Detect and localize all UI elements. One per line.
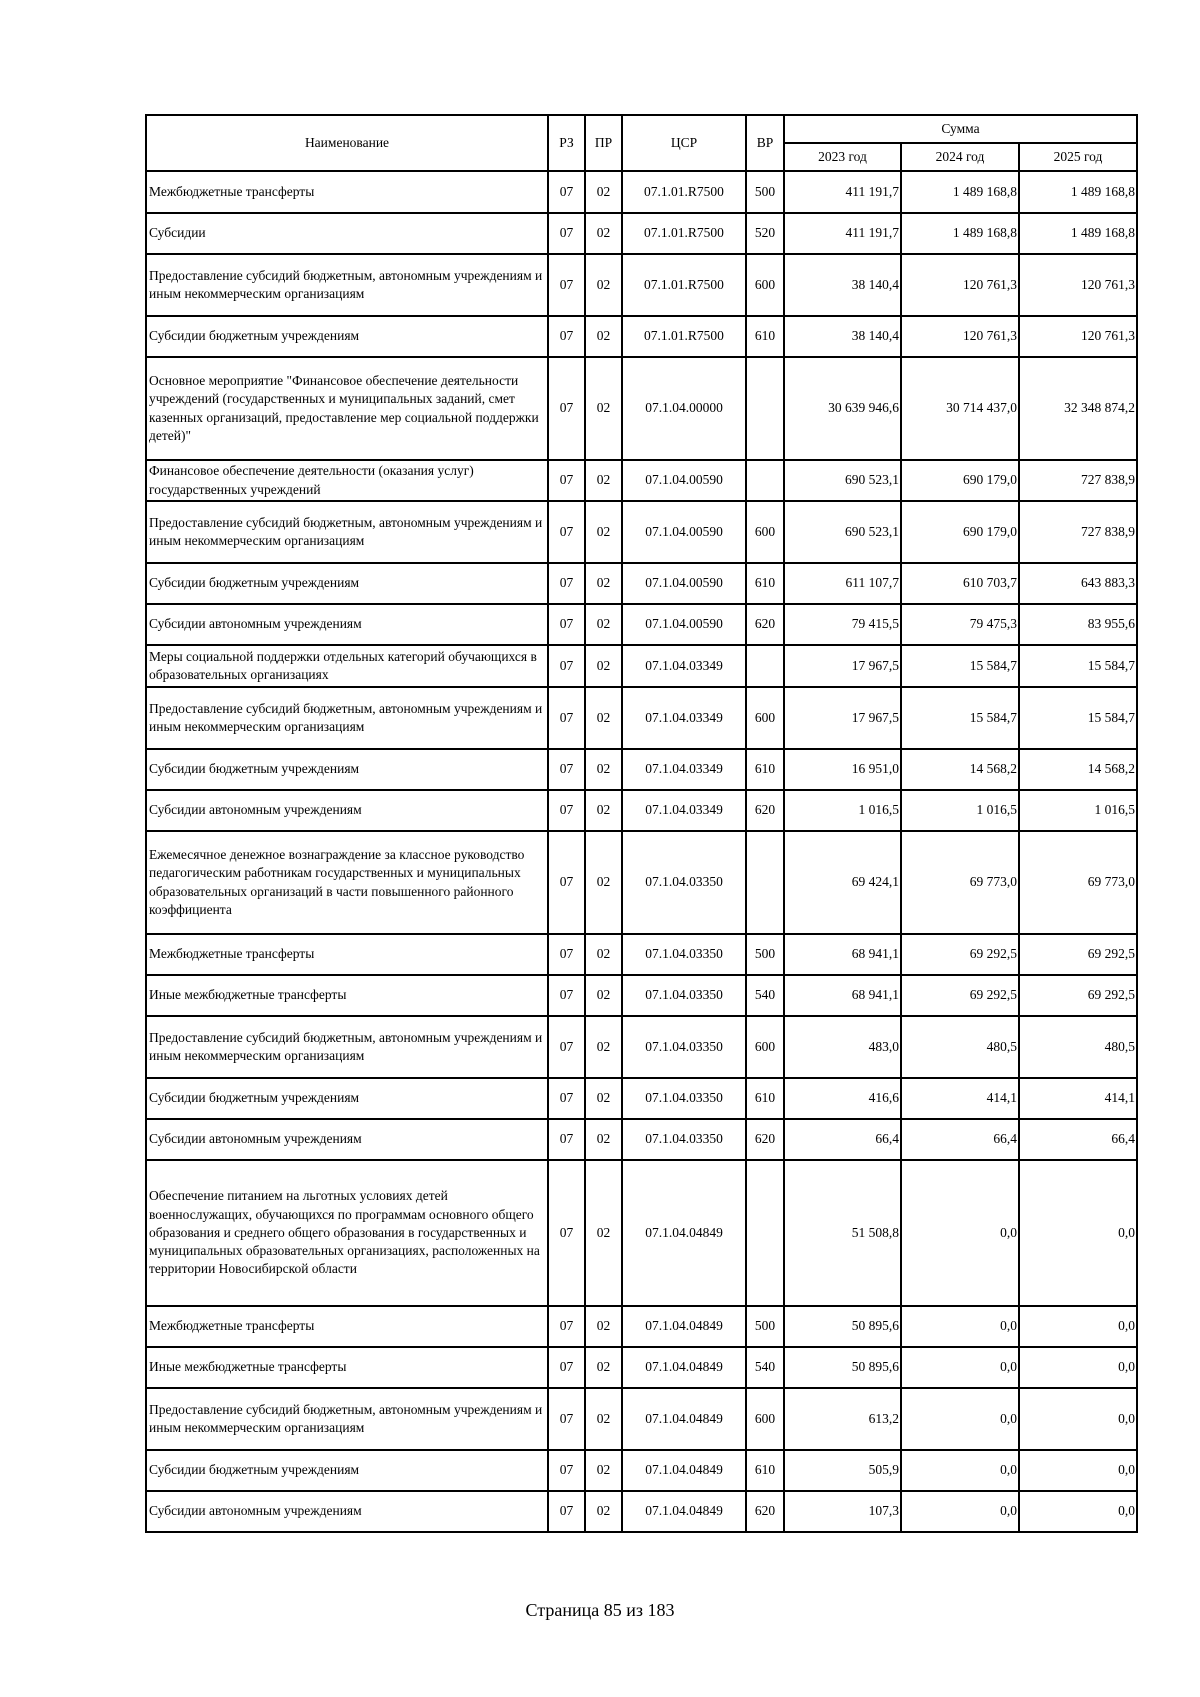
cell-name: Субсидии бюджетным учреждениям [146, 563, 548, 604]
table-row [146, 1306, 1137, 1347]
cell-vr: 600 [746, 254, 784, 316]
cell-name: Межбюджетные трансферты [146, 171, 548, 213]
cell-csr: 07.1.04.03349 [622, 645, 746, 687]
table-row [146, 1119, 1137, 1160]
cell-sum-2025: 1 016,5 [1019, 790, 1137, 831]
table-row [146, 749, 1137, 790]
cell-rz: 07 [548, 357, 585, 460]
cell-sum-2024: 610 703,7 [901, 563, 1019, 604]
table-body [146, 171, 1137, 1532]
header-year-2025: 2025 год [1019, 143, 1137, 171]
cell-vr [746, 357, 784, 460]
cell-pr: 02 [585, 213, 622, 254]
cell-rz: 07 [548, 1078, 585, 1119]
cell-pr: 02 [585, 1491, 622, 1532]
cell-vr [746, 645, 784, 687]
cell-sum-2024: 0,0 [901, 1347, 1019, 1388]
cell-sum-2023: 483,0 [784, 1016, 901, 1078]
cell-sum-2024: 0,0 [901, 1388, 1019, 1450]
cell-sum-2024: 690 179,0 [901, 460, 1019, 501]
cell-sum-2025: 0,0 [1019, 1160, 1137, 1306]
cell-name: Иные межбюджетные трансферты [146, 975, 548, 1016]
cell-sum-2023: 107,3 [784, 1491, 901, 1532]
cell-csr: 07.1.04.03350 [622, 1078, 746, 1119]
cell-pr: 02 [585, 254, 622, 316]
cell-name: Субсидии автономным учреждениям [146, 1119, 548, 1160]
table-row [146, 1016, 1137, 1078]
cell-sum-2025: 83 955,6 [1019, 604, 1137, 645]
cell-pr: 02 [585, 1160, 622, 1306]
cell-csr: 07.1.04.03350 [622, 831, 746, 934]
cell-vr: 600 [746, 501, 784, 563]
cell-csr: 07.1.01.R7500 [622, 254, 746, 316]
table-row [146, 934, 1137, 975]
cell-pr: 02 [585, 1347, 622, 1388]
cell-pr: 02 [585, 645, 622, 687]
cell-vr: 620 [746, 1491, 784, 1532]
cell-vr: 610 [746, 316, 784, 357]
table-row [146, 1388, 1137, 1450]
cell-csr: 07.1.01.R7500 [622, 316, 746, 357]
cell-rz: 07 [548, 563, 585, 604]
cell-sum-2024: 69 773,0 [901, 831, 1019, 934]
cell-sum-2025: 643 883,3 [1019, 563, 1137, 604]
cell-vr [746, 1160, 784, 1306]
cell-pr: 02 [585, 1078, 622, 1119]
cell-rz: 07 [548, 645, 585, 687]
cell-name: Меры социальной поддержки отдельных категорий обучающихся в образовательных организациях [146, 645, 548, 687]
cell-name: Основное мероприятие "Финансовое обеспечение деятельности учреждений (государственных и муниципальных заданий, смет казенных организаций, предоставление мер социальной поддержки детей)" [146, 357, 548, 460]
cell-sum-2025: 120 761,3 [1019, 254, 1137, 316]
header-vr: ВР [746, 115, 784, 171]
cell-name: Субсидии автономным учреждениям [146, 1491, 548, 1532]
cell-sum-2025: 0,0 [1019, 1450, 1137, 1491]
cell-csr: 07.1.04.00590 [622, 460, 746, 501]
table-row [146, 1450, 1137, 1491]
table-row [146, 254, 1137, 316]
cell-sum-2024: 480,5 [901, 1016, 1019, 1078]
cell-pr: 02 [585, 1450, 622, 1491]
cell-sum-2023: 690 523,1 [784, 460, 901, 501]
cell-sum-2023: 51 508,8 [784, 1160, 901, 1306]
cell-name: Ежемесячное денежное вознаграждение за классное руководство педагогическим работникам государственных и муниципальных образовательных организаций в части повышенного районного коэффициента [146, 831, 548, 934]
cell-sum-2023: 38 140,4 [784, 254, 901, 316]
cell-sum-2025: 0,0 [1019, 1388, 1137, 1450]
cell-vr: 610 [746, 563, 784, 604]
cell-sum-2024: 69 292,5 [901, 934, 1019, 975]
cell-sum-2023: 17 967,5 [784, 645, 901, 687]
cell-name: Предоставление субсидий бюджетным, автономным учреждениям и иным некоммерческим организациям [146, 254, 548, 316]
table-row [146, 501, 1137, 563]
cell-vr: 620 [746, 1119, 784, 1160]
cell-csr: 07.1.01.R7500 [622, 171, 746, 213]
header-name: Наименование [146, 115, 548, 171]
header-pr: ПР [585, 115, 622, 171]
cell-rz: 07 [548, 1347, 585, 1388]
cell-sum-2025: 480,5 [1019, 1016, 1137, 1078]
cell-sum-2025: 32 348 874,2 [1019, 357, 1137, 460]
cell-csr: 07.1.04.00590 [622, 563, 746, 604]
cell-sum-2024: 414,1 [901, 1078, 1019, 1119]
cell-name: Субсидии бюджетным учреждениям [146, 749, 548, 790]
cell-csr: 07.1.04.00000 [622, 357, 746, 460]
cell-sum-2024: 120 761,3 [901, 316, 1019, 357]
cell-name: Субсидии [146, 213, 548, 254]
cell-csr: 07.1.01.R7500 [622, 213, 746, 254]
cell-sum-2024: 0,0 [901, 1306, 1019, 1347]
cell-vr: 500 [746, 934, 784, 975]
cell-rz: 07 [548, 1160, 585, 1306]
cell-name: Межбюджетные трансферты [146, 934, 548, 975]
cell-name: Межбюджетные трансферты [146, 1306, 548, 1347]
table-row [146, 790, 1137, 831]
cell-sum-2023: 66,4 [784, 1119, 901, 1160]
cell-sum-2023: 68 941,1 [784, 975, 901, 1016]
cell-sum-2023: 611 107,7 [784, 563, 901, 604]
table-row [146, 1347, 1137, 1388]
cell-vr: 620 [746, 604, 784, 645]
cell-pr: 02 [585, 171, 622, 213]
cell-sum-2024: 79 475,3 [901, 604, 1019, 645]
cell-rz: 07 [548, 213, 585, 254]
table-row [146, 460, 1137, 501]
cell-vr: 540 [746, 1347, 784, 1388]
cell-sum-2023: 690 523,1 [784, 501, 901, 563]
cell-sum-2024: 1 489 168,8 [901, 171, 1019, 213]
cell-rz: 07 [548, 254, 585, 316]
cell-rz: 07 [548, 604, 585, 645]
cell-rz: 07 [548, 1306, 585, 1347]
table-row [146, 171, 1137, 213]
cell-vr: 610 [746, 1078, 784, 1119]
cell-name: Субсидии бюджетным учреждениям [146, 316, 548, 357]
cell-name: Субсидии бюджетным учреждениям [146, 1078, 548, 1119]
table-row [146, 1491, 1137, 1532]
cell-sum-2025: 0,0 [1019, 1491, 1137, 1532]
cell-sum-2024: 1 489 168,8 [901, 213, 1019, 254]
table-row [146, 213, 1137, 254]
cell-pr: 02 [585, 934, 622, 975]
cell-sum-2023: 79 415,5 [784, 604, 901, 645]
cell-csr: 07.1.04.04849 [622, 1491, 746, 1532]
cell-rz: 07 [548, 934, 585, 975]
table-row [146, 645, 1137, 687]
cell-pr: 02 [585, 316, 622, 357]
cell-sum-2024: 66,4 [901, 1119, 1019, 1160]
cell-csr: 07.1.04.04849 [622, 1160, 746, 1306]
cell-sum-2025: 727 838,9 [1019, 501, 1137, 563]
cell-vr: 540 [746, 975, 784, 1016]
cell-sum-2023: 416,6 [784, 1078, 901, 1119]
cell-sum-2024: 0,0 [901, 1160, 1019, 1306]
cell-csr: 07.1.04.04849 [622, 1347, 746, 1388]
cell-name: Обеспечение питанием на льготных условиях детей военнослужащих, обучающихся по программам основного общего образования и среднего общего образования в государственных и муниципальных образовательных организациях, расположенных на территории Новосибирской области [146, 1160, 548, 1306]
cell-sum-2023: 411 191,7 [784, 213, 901, 254]
table-row [146, 357, 1137, 460]
header-csr: ЦСР [622, 115, 746, 171]
cell-csr: 07.1.04.04849 [622, 1388, 746, 1450]
cell-rz: 07 [548, 501, 585, 563]
cell-pr: 02 [585, 1306, 622, 1347]
cell-sum-2025: 69 773,0 [1019, 831, 1137, 934]
cell-sum-2024: 120 761,3 [901, 254, 1019, 316]
cell-name: Предоставление субсидий бюджетным, автономным учреждениям и иным некоммерческим организациям [146, 501, 548, 563]
cell-vr: 520 [746, 213, 784, 254]
table-row [146, 975, 1137, 1016]
cell-vr: 610 [746, 1450, 784, 1491]
cell-vr [746, 460, 784, 501]
table-row [146, 831, 1137, 934]
cell-pr: 02 [585, 975, 622, 1016]
cell-pr: 02 [585, 831, 622, 934]
cell-csr: 07.1.04.00590 [622, 501, 746, 563]
cell-vr [746, 831, 784, 934]
cell-sum-2023: 50 895,6 [784, 1347, 901, 1388]
cell-rz: 07 [548, 1119, 585, 1160]
table-row [146, 316, 1137, 357]
cell-sum-2025: 69 292,5 [1019, 975, 1137, 1016]
cell-pr: 02 [585, 1016, 622, 1078]
cell-rz: 07 [548, 975, 585, 1016]
cell-csr: 07.1.04.03349 [622, 749, 746, 790]
cell-sum-2023: 411 191,7 [784, 171, 901, 213]
cell-sum-2024: 30 714 437,0 [901, 357, 1019, 460]
cell-pr: 02 [585, 790, 622, 831]
cell-csr: 07.1.04.03350 [622, 1016, 746, 1078]
cell-name: Иные межбюджетные трансферты [146, 1347, 548, 1388]
cell-rz: 07 [548, 1450, 585, 1491]
cell-rz: 07 [548, 460, 585, 501]
cell-sum-2023: 613,2 [784, 1388, 901, 1450]
cell-sum-2025: 120 761,3 [1019, 316, 1137, 357]
cell-rz: 07 [548, 1491, 585, 1532]
cell-pr: 02 [585, 687, 622, 749]
cell-pr: 02 [585, 563, 622, 604]
cell-name: Субсидии автономным учреждениям [146, 604, 548, 645]
header-sum: Сумма [784, 115, 1137, 143]
cell-rz: 07 [548, 316, 585, 357]
cell-vr: 500 [746, 171, 784, 213]
cell-name: Предоставление субсидий бюджетным, автономным учреждениям и иным некоммерческим организациям [146, 1388, 548, 1450]
cell-sum-2023: 38 140,4 [784, 316, 901, 357]
cell-sum-2023: 505,9 [784, 1450, 901, 1491]
cell-vr: 600 [746, 1016, 784, 1078]
cell-csr: 07.1.04.03349 [622, 790, 746, 831]
cell-sum-2025: 66,4 [1019, 1119, 1137, 1160]
cell-csr: 07.1.04.03349 [622, 687, 746, 749]
cell-sum-2025: 1 489 168,8 [1019, 171, 1137, 213]
cell-sum-2024: 15 584,7 [901, 687, 1019, 749]
cell-rz: 07 [548, 749, 585, 790]
cell-rz: 07 [548, 831, 585, 934]
cell-vr: 600 [746, 1388, 784, 1450]
cell-sum-2025: 1 489 168,8 [1019, 213, 1137, 254]
table-row [146, 1160, 1137, 1306]
cell-sum-2024: 690 179,0 [901, 501, 1019, 563]
cell-sum-2025: 414,1 [1019, 1078, 1137, 1119]
table-row [146, 563, 1137, 604]
cell-vr: 610 [746, 749, 784, 790]
table-row [146, 604, 1137, 645]
cell-name: Субсидии автономным учреждениям [146, 790, 548, 831]
cell-rz: 07 [548, 1016, 585, 1078]
table-header [146, 115, 1137, 171]
cell-sum-2024: 15 584,7 [901, 645, 1019, 687]
cell-sum-2023: 68 941,1 [784, 934, 901, 975]
cell-sum-2023: 30 639 946,6 [784, 357, 901, 460]
budget-table [145, 114, 1138, 1533]
cell-sum-2025: 69 292,5 [1019, 934, 1137, 975]
cell-rz: 07 [548, 1388, 585, 1450]
cell-pr: 02 [585, 501, 622, 563]
cell-sum-2025: 14 568,2 [1019, 749, 1137, 790]
cell-pr: 02 [585, 357, 622, 460]
cell-vr: 600 [746, 687, 784, 749]
cell-sum-2023: 69 424,1 [784, 831, 901, 934]
cell-rz: 07 [548, 687, 585, 749]
cell-sum-2024: 69 292,5 [901, 975, 1019, 1016]
header-year-2023: 2023 год [784, 143, 901, 171]
cell-name: Финансовое обеспечение деятельности (оказания услуг) государственных учреждений [146, 460, 548, 501]
cell-pr: 02 [585, 1119, 622, 1160]
cell-sum-2023: 1 016,5 [784, 790, 901, 831]
cell-pr: 02 [585, 604, 622, 645]
cell-sum-2024: 14 568,2 [901, 749, 1019, 790]
cell-sum-2025: 15 584,7 [1019, 687, 1137, 749]
cell-sum-2023: 16 951,0 [784, 749, 901, 790]
cell-sum-2024: 0,0 [901, 1450, 1019, 1491]
cell-sum-2024: 0,0 [901, 1491, 1019, 1532]
cell-csr: 07.1.04.00590 [622, 604, 746, 645]
cell-pr: 02 [585, 460, 622, 501]
cell-sum-2025: 0,0 [1019, 1347, 1137, 1388]
cell-csr: 07.1.04.03350 [622, 1119, 746, 1160]
header-year-2024: 2024 год [901, 143, 1019, 171]
cell-name: Субсидии бюджетным учреждениям [146, 1450, 548, 1491]
table-row [146, 1078, 1137, 1119]
cell-pr: 02 [585, 749, 622, 790]
cell-sum-2023: 17 967,5 [784, 687, 901, 749]
cell-sum-2024: 1 016,5 [901, 790, 1019, 831]
cell-name: Предоставление субсидий бюджетным, автономным учреждениям и иным некоммерческим организациям [146, 1016, 548, 1078]
page-number: Страница 85 из 183 [525, 1600, 675, 1620]
cell-csr: 07.1.04.03350 [622, 975, 746, 1016]
cell-sum-2025: 727 838,9 [1019, 460, 1137, 501]
cell-sum-2025: 0,0 [1019, 1306, 1137, 1347]
cell-csr: 07.1.04.04849 [622, 1450, 746, 1491]
cell-csr: 07.1.04.03350 [622, 934, 746, 975]
cell-sum-2023: 50 895,6 [784, 1306, 901, 1347]
cell-name: Предоставление субсидий бюджетным, автономным учреждениям и иным некоммерческим организациям [146, 687, 548, 749]
cell-rz: 07 [548, 790, 585, 831]
cell-rz: 07 [548, 171, 585, 213]
cell-vr: 620 [746, 790, 784, 831]
table-row [146, 687, 1137, 749]
cell-csr: 07.1.04.04849 [622, 1306, 746, 1347]
cell-vr: 500 [746, 1306, 784, 1347]
cell-pr: 02 [585, 1388, 622, 1450]
cell-sum-2025: 15 584,7 [1019, 645, 1137, 687]
header-rz: РЗ [548, 115, 585, 171]
